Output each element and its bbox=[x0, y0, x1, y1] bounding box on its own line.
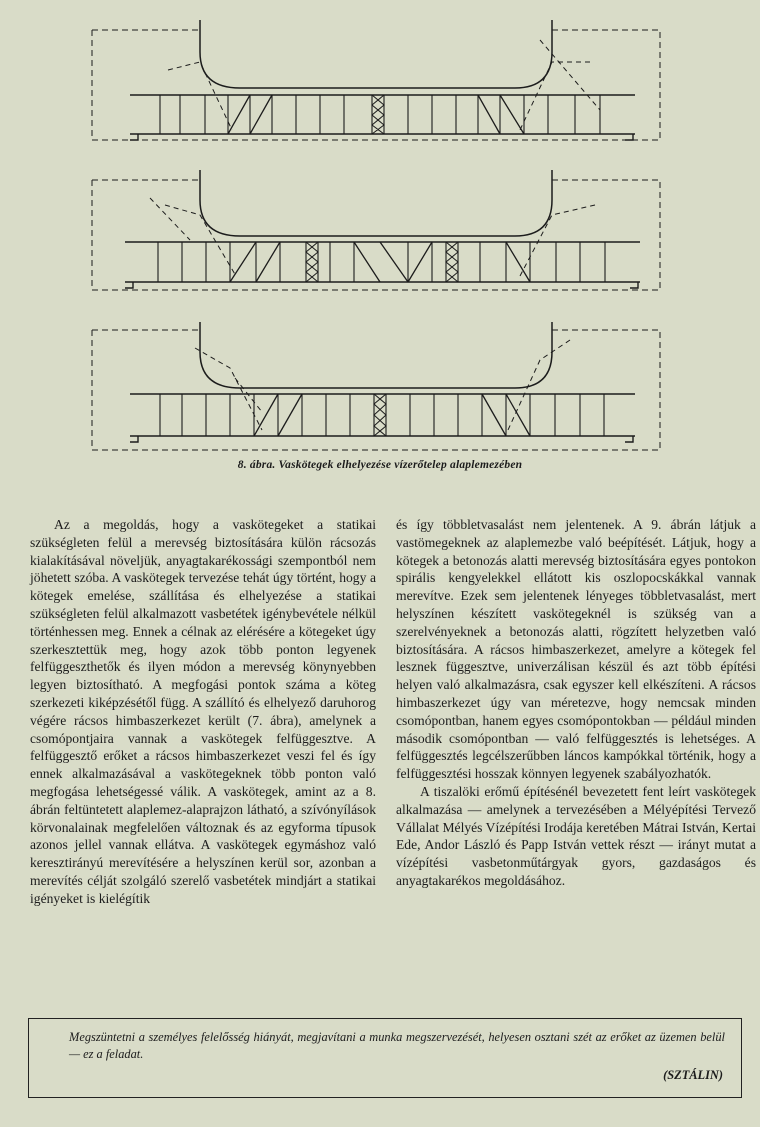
article-left-column bbox=[30, 516, 376, 908]
right-paragraph-2: A tiszalöki erőmű építésénél bevezetett fent leírt vaskötegek alkalmazása — amelynek a tervezésében a Mélyépítési Tervező Vállalat Mélyés Vízépítési Irodája keretében Mátrai István, Kertai Ede, Andor László és Papp István vettek részt — irányt mutat a vízépítési vasbetonműtárgyak gyors, gazdaságos és anyagtakarékos megoldásához. bbox=[396, 783, 756, 888]
reinforcement-plan-figure bbox=[0, 0, 760, 480]
quote-text: Megszüntetni a személyes felelősség hiányát, megjavítani a munka megszervezését, helyesen osztani szét az erőket az üzemen belül — ez a feladat. bbox=[69, 1030, 725, 1061]
drawing-2 bbox=[92, 170, 660, 290]
quote-author: (SZTÁLIN) bbox=[663, 1068, 723, 1082]
article-right-column bbox=[396, 516, 756, 890]
left-paragraph-1: Az a megoldás, hogy a vaskötegeket a statikai szükségleten felül a merevség biztosítására külön rácsozás kialakításával növeljük, anyagtakarékossági szempontból nem jöhetett szóba. A vaskötegek tervezése tehát úgy történt, hogy a kötegek emelése, szállítása és elhelyezése a statikai szükségleten felül alkalmazott vasbetétek igénybevétele nélkül történhessen meg. Ennek a célnak az elérésére a kötegeket úgy szerkesztettük meg, hogy azok több ponton legyenek felfüggeszthetők és ilyen módon a merevség könynyebben legyen biztosítható. A megfogási pontok száma a köteg szerkezeti kiképzésétől függ. A szállító és elhelyező daruhorog végére rácsos himbaszerkezet került (7. ábra), amelynek a csomópontjaira vannak a vaskötegek felfüggesztve. A felfüggesztő erőket a rácsos himbaszerkezet veszi fel és így ennek alkalmazásával a vaskötegeknek több ponton való megfogása lehetségessé válik. A vaskötegek, amint az a 8. ábrán feltüntetett alaplemez-alaprajzon látható, a szívónyílások körvonalainak megfelelően változnak és az egyforma típusok azonos jellel vannak ellátva. A vaskötegek egymáshoz való keresztirányú merevítésére a helyszínen kerül sor, azonban a merevítés célját szolgáló szerelő vasbetétek mindjárt a statikai igényeket is kielégítik bbox=[30, 517, 376, 906]
figure-caption: 8. ábra. Vaskötegek elhelyezése vízerőtelep alaplemezében bbox=[237, 459, 523, 471]
right-paragraph-1: és így többletvasalást nem jelentenek. A 9. ábrán látjuk a vastömegeknek az alaplemezbe való beépítését. Látjuk, hogy a kötegek a betonozás alatti merevség biztosítására egyes pontokon spirális kengyelekkel ellátott kis oszlopocskákkal vannak merevítve. Ezek sem jelentenek lényeges többletvasalást, mert helyszínen készített vaskötegeknél is szükség van a szerelvényeknek a betonozás alatti, rögzített helyzetben való biztosítására. A rácsos himbaszerkezet, amelyre a kötegek fel lesznek függesztve, univerzálisan készül és azt több építési helyen való alkalmazásra, csak egyszer kell elkészíteni. A rácsos himbaszerkezet úgy van méretezve, hogy nemcsak minden csomópontban, hanem egyes csomópontokban — például minden második csomópontban — való felfüggesztés is lehetséges. A felfüggesztés legcélszerűbben láncos kampókkal történik, hogy a felfüggesztési hosszak könnyen legyenek szabályozhatók. bbox=[396, 517, 756, 782]
drawing-3 bbox=[92, 322, 660, 450]
drawing-1 bbox=[92, 20, 660, 140]
quote-box bbox=[28, 1018, 742, 1098]
